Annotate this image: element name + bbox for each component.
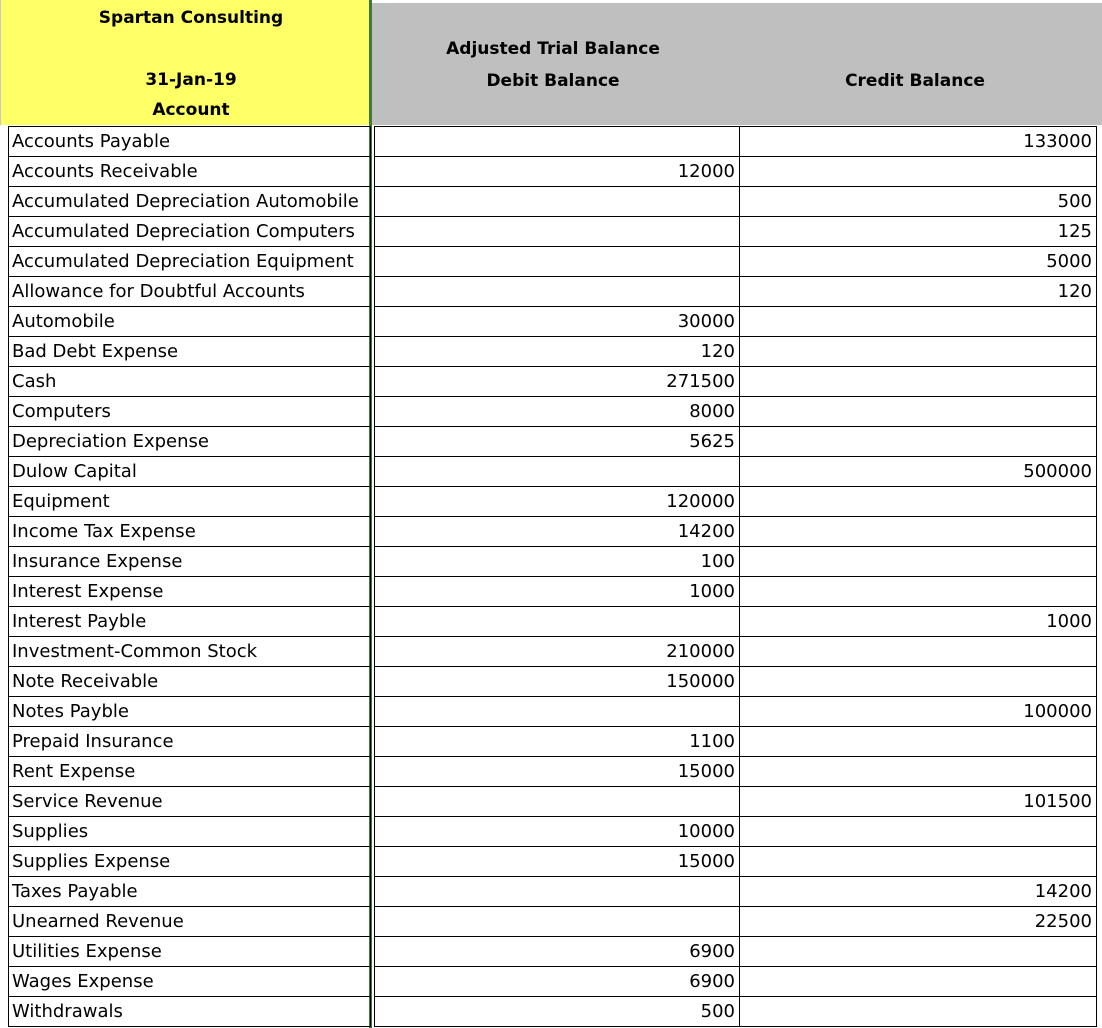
- debit-cell[interactable]: 100: [375, 547, 740, 577]
- account-cell[interactable]: Accumulated Depreciation Computers: [9, 217, 371, 247]
- account-cell[interactable]: Equipment: [9, 487, 371, 517]
- company-name: Spartan Consulting: [98, 8, 284, 28]
- table-row: [9, 187, 1097, 217]
- credit-cell[interactable]: [740, 937, 1097, 967]
- debit-cell[interactable]: 1100: [375, 727, 740, 757]
- account-cell[interactable]: Interest Payble: [9, 607, 371, 637]
- debit-cell[interactable]: [375, 787, 740, 817]
- credit-cell[interactable]: [740, 817, 1097, 847]
- table-row: [9, 217, 1097, 247]
- credit-cell[interactable]: [740, 307, 1097, 337]
- debit-cell[interactable]: 5625: [375, 427, 740, 457]
- table-row: [9, 487, 1097, 517]
- account-cell[interactable]: Accounts Receivable: [9, 157, 371, 187]
- table-row: [9, 937, 1097, 967]
- account-cell[interactable]: Utilities Expense: [9, 937, 371, 967]
- debit-column-header: Debit Balance: [486, 71, 620, 91]
- account-cell[interactable]: Investment-Common Stock: [9, 637, 371, 667]
- credit-cell[interactable]: [740, 757, 1097, 787]
- credit-cell[interactable]: [740, 727, 1097, 757]
- table-row: [9, 457, 1097, 487]
- debit-cell[interactable]: [375, 877, 740, 907]
- debit-cell[interactable]: [375, 217, 740, 247]
- credit-cell[interactable]: [740, 397, 1097, 427]
- account-cell[interactable]: Interest Expense: [9, 577, 371, 607]
- table-row: [9, 247, 1097, 277]
- section-title: Adjusted Trial Balance: [446, 39, 660, 59]
- debit-cell[interactable]: 150000: [375, 667, 740, 697]
- account-cell[interactable]: Supplies: [9, 817, 371, 847]
- credit-cell[interactable]: [740, 667, 1097, 697]
- table-row: [9, 337, 1097, 367]
- table-row: [9, 157, 1097, 187]
- credit-cell[interactable]: [740, 637, 1097, 667]
- credit-cell[interactable]: [740, 517, 1097, 547]
- credit-cell[interactable]: [740, 847, 1097, 877]
- table-row: [9, 427, 1097, 457]
- account-cell[interactable]: Automobile: [9, 307, 371, 337]
- account-cell[interactable]: Dulow Capital: [9, 457, 371, 487]
- table-row: [9, 397, 1097, 427]
- credit-cell[interactable]: 500: [740, 187, 1097, 217]
- debit-cell[interactable]: [375, 187, 740, 217]
- debit-cell[interactable]: 10000: [375, 817, 740, 847]
- trial-balance-table: [8, 126, 1097, 1027]
- account-cell[interactable]: Rent Expense: [9, 757, 371, 787]
- report-date: 31-Jan-19: [145, 70, 237, 90]
- debit-cell[interactable]: 1000: [375, 577, 740, 607]
- table-row: [9, 277, 1097, 307]
- account-cell[interactable]: Cash: [9, 367, 371, 397]
- account-cell[interactable]: Supplies Expense: [9, 847, 371, 877]
- table-row: [9, 847, 1097, 877]
- debit-cell[interactable]: 210000: [375, 637, 740, 667]
- credit-cell[interactable]: [740, 487, 1097, 517]
- credit-cell[interactable]: 22500: [740, 907, 1097, 937]
- account-cell[interactable]: Bad Debt Expense: [9, 337, 371, 367]
- account-cell[interactable]: Accounts Payable: [9, 127, 371, 157]
- table-row: [9, 997, 1097, 1027]
- debit-cell[interactable]: [375, 127, 740, 157]
- account-cell[interactable]: Service Revenue: [9, 787, 371, 817]
- debit-cell[interactable]: 8000: [375, 397, 740, 427]
- debit-cell[interactable]: [375, 247, 740, 277]
- credit-cell[interactable]: [740, 967, 1097, 997]
- credit-cell[interactable]: 100000: [740, 697, 1097, 727]
- account-cell[interactable]: Insurance Expense: [9, 547, 371, 577]
- credit-cell[interactable]: 125: [740, 217, 1097, 247]
- debit-cell[interactable]: 12000: [375, 157, 740, 187]
- credit-cell[interactable]: 120: [740, 277, 1097, 307]
- account-cell[interactable]: Depreciation Expense: [9, 427, 371, 457]
- account-cell[interactable]: Withdrawals: [9, 997, 371, 1027]
- debit-cell[interactable]: [375, 457, 740, 487]
- header-balance-block[interactable]: [372, 0, 1102, 125]
- table-row: [9, 517, 1097, 547]
- credit-cell[interactable]: [740, 427, 1097, 457]
- table-row: [9, 967, 1097, 997]
- debit-cell[interactable]: 14200: [375, 517, 740, 547]
- debit-cell[interactable]: 30000: [375, 307, 740, 337]
- debit-cell[interactable]: 120: [375, 337, 740, 367]
- debit-cell[interactable]: 15000: [375, 757, 740, 787]
- account-cell[interactable]: Wages Expense: [9, 967, 371, 997]
- account-cell[interactable]: Notes Payble: [9, 697, 371, 727]
- account-cell[interactable]: Prepaid Insurance: [9, 727, 371, 757]
- header-company-block[interactable]: [0, 0, 370, 125]
- debit-cell[interactable]: 271500: [375, 367, 740, 397]
- table-row: [9, 787, 1097, 817]
- debit-cell[interactable]: 6900: [375, 937, 740, 967]
- table-row: [9, 577, 1097, 607]
- table-row: [9, 607, 1097, 637]
- account-cell[interactable]: Accumulated Depreciation Equipment: [9, 247, 371, 277]
- debit-cell[interactable]: [375, 277, 740, 307]
- credit-cell[interactable]: [740, 997, 1097, 1027]
- credit-cell[interactable]: 133000: [740, 127, 1097, 157]
- credit-cell[interactable]: [740, 367, 1097, 397]
- table-row: [9, 697, 1097, 727]
- debit-cell[interactable]: [375, 907, 740, 937]
- credit-cell[interactable]: [740, 337, 1097, 367]
- credit-cell[interactable]: 5000: [740, 247, 1097, 277]
- table-row: [9, 667, 1097, 697]
- debit-cell[interactable]: [375, 607, 740, 637]
- credit-cell[interactable]: 101500: [740, 787, 1097, 817]
- credit-cell[interactable]: [740, 577, 1097, 607]
- table-row: [9, 817, 1097, 847]
- debit-cell[interactable]: 120000: [375, 487, 740, 517]
- debit-cell[interactable]: 500: [375, 997, 740, 1027]
- table-row: [9, 727, 1097, 757]
- account-cell[interactable]: Unearned Revenue: [9, 907, 371, 937]
- table-row: [9, 367, 1097, 397]
- credit-cell[interactable]: [740, 157, 1097, 187]
- table-row: [9, 127, 1097, 157]
- credit-cell[interactable]: 14200: [740, 877, 1097, 907]
- debit-cell[interactable]: [375, 697, 740, 727]
- account-cell[interactable]: Allowance for Doubtful Accounts: [9, 277, 371, 307]
- table-row: [9, 307, 1097, 337]
- account-cell[interactable]: Taxes Payable: [9, 877, 371, 907]
- table-row: [9, 757, 1097, 787]
- debit-cell[interactable]: 6900: [375, 967, 740, 997]
- account-cell[interactable]: Income Tax Expense: [9, 517, 371, 547]
- credit-column-header: Credit Balance: [845, 71, 985, 91]
- table-row: [9, 547, 1097, 577]
- credit-cell[interactable]: 500000: [740, 457, 1097, 487]
- table-row: [9, 877, 1097, 907]
- account-cell[interactable]: Accumulated Depreciation Automobile: [9, 187, 371, 217]
- credit-cell[interactable]: 1000: [740, 607, 1097, 637]
- account-cell[interactable]: Note Receivable: [9, 667, 371, 697]
- credit-cell[interactable]: [740, 547, 1097, 577]
- debit-cell[interactable]: 15000: [375, 847, 740, 877]
- table-row: [9, 637, 1097, 667]
- account-column-header: Account: [152, 100, 230, 120]
- table-row: [9, 907, 1097, 937]
- account-cell[interactable]: Computers: [9, 397, 371, 427]
